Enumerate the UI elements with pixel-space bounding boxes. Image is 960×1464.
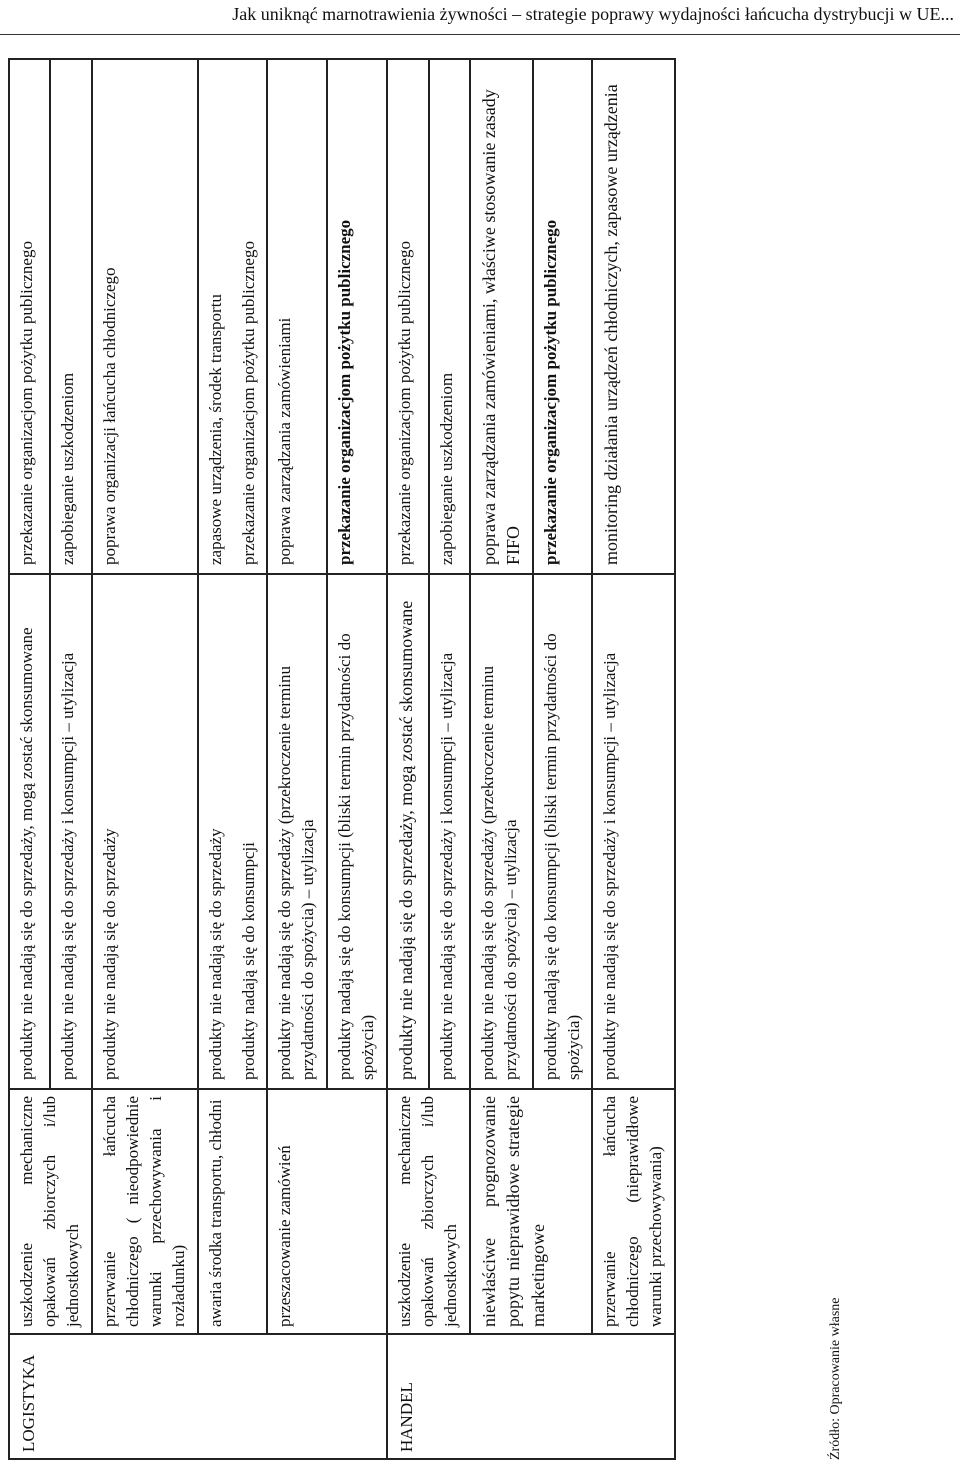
waste-causes-table bbox=[8, 58, 676, 1460]
cause-cell: przeszacowanie zamówień bbox=[267, 1089, 387, 1334]
effect-cell: produkty nie nadają się do sprzedaży i konsumpcji – utylizacja bbox=[592, 574, 675, 1089]
cause-cell: awaria środka transportu, chłodni bbox=[198, 1089, 268, 1334]
effect-item: produkty nie nadają się do sprzedaży bbox=[205, 828, 225, 1080]
remedy-item: zapasowe urządzenia, środek transportu bbox=[205, 294, 225, 565]
effect-cell: produkty nadają się do konsumpcji (bliski termin przydatności do spożycia) bbox=[327, 574, 387, 1089]
effect-group bbox=[198, 574, 268, 1089]
remedy-cell: przekazanie organizacjom pożytku publicznego bbox=[533, 59, 593, 574]
remedy-cell: poprawa organizacji łańcucha chłodniczego bbox=[92, 59, 198, 574]
effect-cell: produkty nie nadają się do sprzedaży (przekroczenie terminu przydatności do spożycia) – utylizacja bbox=[470, 574, 533, 1089]
cause-cell: niewłaściwe prognozowanie popytu nieprawidłowe strategie marketingowe bbox=[470, 1089, 592, 1334]
source-caption: Źródło: Opracowanie własne bbox=[828, 1297, 843, 1460]
remedy-cell: przekazanie organizacjom pożytku publicznego bbox=[9, 59, 50, 574]
cause-cell: przerwanie łańcucha chłodniczego ( nieodpowiednie warunki przechowywania i rozładunku) bbox=[92, 1089, 198, 1334]
page-header bbox=[0, 0, 960, 35]
remedy-cell: poprawa zarządzania zamówieniami bbox=[267, 59, 327, 574]
sector-handel: HANDEL bbox=[387, 1334, 675, 1459]
remedy-cell: zapobieganie uszkodzeniom bbox=[429, 59, 470, 574]
remedy-item: przekazanie organizacjom pożytku publicznego bbox=[238, 241, 258, 565]
effect-cell: produkty nie nadają się do sprzedaży (przekroczenie terminu przydatności do spożycia) – utylizacja bbox=[267, 574, 327, 1089]
table-row bbox=[592, 59, 675, 1459]
table-row bbox=[198, 59, 268, 1459]
remedy-cell: przekazanie organizacjom pożytku publicznego bbox=[327, 59, 387, 574]
remedy-cell: monitoring działania urządzeń chłodniczych, zapasowe urządzenia bbox=[592, 59, 675, 574]
effect-cell: produkty nie nadają się do sprzedaży, mogą zostać skonsumowane bbox=[387, 574, 429, 1089]
running-title: Jak uniknąć marnotrawienia żywności – strategie poprawy wydajności łańcucha dystrybucji w UE... bbox=[232, 4, 954, 24]
effect-cell: produkty nie nadają się do sprzedaży bbox=[92, 574, 198, 1089]
effect-cell: produkty nadają się do konsumpcji (bliski termin przydatności do spożycia) bbox=[533, 574, 593, 1089]
sector-logistyka: LOGISTYKA bbox=[9, 1334, 387, 1459]
remedy-cell: przekazanie organizacjom pożytku publicznego bbox=[387, 59, 429, 574]
effect-cell: produkty nie nadają się do sprzedaży, mogą zostać skonsumowane bbox=[9, 574, 50, 1089]
table-row bbox=[470, 59, 533, 1459]
cause-cell: uszkodzenie mechaniczne opakowań zbiorczych i/lub jednostkowych bbox=[387, 1089, 470, 1334]
effect-item: produkty nadają się do konsumpcji bbox=[238, 842, 258, 1080]
table-row bbox=[267, 59, 327, 1459]
table-row bbox=[387, 59, 429, 1459]
table-row bbox=[9, 59, 50, 1459]
effect-cell: produkty nie nadają się do sprzedaży i konsumpcji – utylizacja bbox=[429, 574, 470, 1089]
remedy-group bbox=[198, 59, 268, 574]
cause-cell: przerwanie łańcucha chłodniczego (nieprawidłowe warunki przechowywania) bbox=[592, 1089, 675, 1334]
effect-cell: produkty nie nadają się do sprzedaży i konsumpcji – utylizacja bbox=[50, 574, 91, 1089]
rotated-content bbox=[8, 60, 858, 1460]
cause-cell: uszkodzenie mechaniczne opakowań zbiorczych i/lub jednostkowych bbox=[9, 1089, 92, 1334]
table-row bbox=[92, 59, 198, 1459]
remedy-cell: zapobieganie uszkodzeniom bbox=[50, 59, 91, 574]
remedy-cell: poprawa zarządzania zamówieniami, właściwe stosowanie zasady FIFO bbox=[470, 59, 533, 574]
rotated-table-area bbox=[8, 60, 858, 1464]
